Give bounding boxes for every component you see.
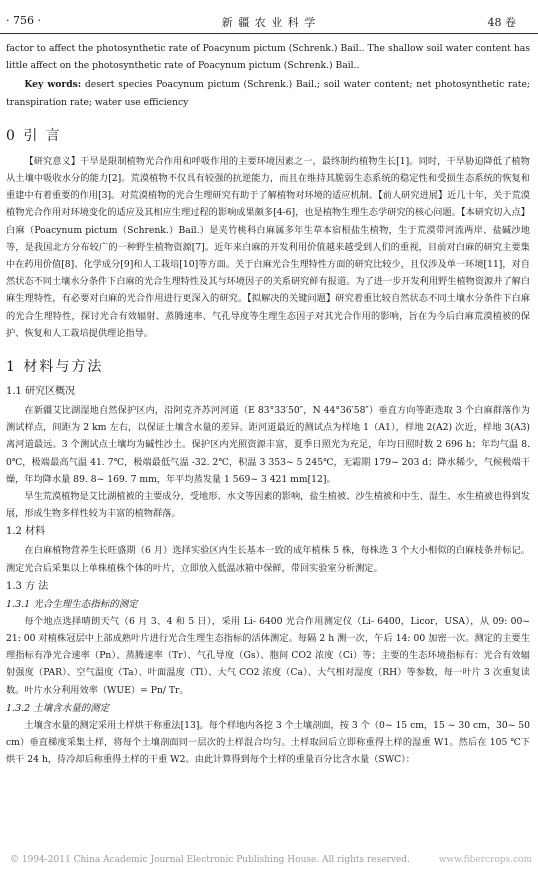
section-1-2-title: 1.2 材料 [6, 526, 46, 538]
section-1-1-title: 1.1 研究区概况 [6, 386, 76, 398]
watermark: www.fibercrops.com [438, 855, 532, 865]
section-1-1-text-2: 旱生荒漠植物是艾比湖植被的主要成分，受地形、水文等因素的影响，盐生植被、沙生植被和中生、湿生、水生植被也得到发展，形成生物多样性较为丰富的植物群落。 [6, 491, 530, 520]
keywords-label: Key words: [24, 79, 82, 91]
section-1-1-text: 在新疆艾比湖湿地自然保护区内，沿阿克齐苏河河道（E 83°33′50″，N 44°36′58″）垂直方向等距选取 3 个白麻群落作为测试样点，间距为 2 km 左右，以保证土壤含水量的差异。距河道最近的测试点为样地 1（A1），样地 2(A2) 次近，样地 3(A3) 离河道最远。3 个测试点土壤均为碱性沙土。保护区内光照资源丰富，夏季日照光为充足，年均日照时数 2 696 h；年均气温 8. 0℃，极端最高气温 41. 7℃，极端最低气温 -32. 2℃，积温 3 353~ 5 245℃，无霜期 179~ 203 d；降水稀少，气候极端干燥，年均降水量 89. 8~ 169. 7 mm，年平均蒸发量 1 569~ 3 421 mm[12]。 [6, 405, 530, 485]
section-0-title: 0 引 言 [6, 127, 62, 144]
section-1-2-text: 在白麻植物营养生长旺盛期（6 月）选择实验区内生长基本一致的成年植株 5 株，每株选 3 个大小相似的白麻枝条并标记。测定光合后采集以上单株植株个体的叶片，立即放入低温冰箱中保鲜，带回实验室分析测定。 [6, 545, 530, 574]
keywords-text: desert species Poacynum pictum (Schrenk.) Bail.; soil water content; net photosynthetic rate; transpiration rate; water use efficiency [6, 79, 531, 108]
copyright-footer: © 1994-2011 China Academic Journal Electronic Publishing House. All rights reserved. [10, 855, 410, 865]
section-1-3-1-title: 1.3.1 光合生理生态指标的测定 [6, 598, 138, 610]
journal-title: 新 疆 农 业 科 学 [221, 16, 317, 29]
section-1-3-2-title: 1.3.2 土壤含水量的测定 [6, 702, 110, 714]
section-1-title: 1 材料与方法 [6, 359, 104, 376]
section-1-3-title: 1.3 方 法 [6, 580, 49, 592]
header-rule [0, 33, 538, 34]
running-header [0, 14, 538, 32]
volume-label: 48 卷 [487, 16, 516, 29]
body-text [6, 40, 530, 769]
section-1-3-1-text: 每个地点选择晴朗天气（6 月 3、4 和 5 日），采用 Li- 6400 光合作用测定仪（Li- 6400，Licor，USA），从 09: 00~ 21: 00 对植株冠层中上部成熟叶片进行光合生理生态指标的活体测定。每隔 2 h 测一次，午后 14: 00 加密一次。测定的主要生理指标有净光合速率（Pn）、蒸腾速率（Tr）、气孔导度（Gs）、胞间 CO2 浓度（Ci）等；主要的生态环境指标有：光合有效辐射强度（PAR）、空气温度（Ta）、叶面温度（Tl）、大气 CO2 浓度（Ca）、大气相对湿度（RH）等参数，每一叶片 3 次重复读数。叶片水分利用效率（WUE）= Pn/ Tr。 [6, 615, 530, 696]
keywords [6, 76, 530, 110]
intro-paragraph: 【研究意义】干旱是限制植物光合作用和呼吸作用的主要环境因素之一，最终制约植物生长[1]。同时，干旱胁迫降低了植物从土壤中吸收水分的能力[2]。荒漠植物不仅具有较强的抗逆能力，而且在维持其脆弱生态系统的稳定性和受损生态系统的恢复和重建中有着重要的作用[3]。对荒漠植物的光合生理研究有助于了解植物对环境的适应机制。【前人研究进展】近几十年，关于荒漠植物光合作用对环境变化的适应及其相应生理过程的影响成果颇多[4-6]，也是植物生理生态学研究的核心问题。【本研究切入点】白麻（Poacynum pictum（Schrenk.）Bail.）是夹竹桃科白麻属多年生草本宿根盐生植物，生于荒漠带河流两岸、盐碱沙地等，是我国北方分布较广的一种野生植物资源[7]。近年来白麻的开发利用价值越来越受到人们的重视，目前对白麻的研究主要集中在药用价值[8]、化学成分[9]和人工栽培[10]等方面。关于白麻光合生理特性方面的研究比较少，且仅涉及单一环境[11]，对自然状态不同土壤水分条件下白麻的光合生理特性及其与环境因子的关系研究鲜有报道。为了进一步开发利用野生植物资源并了解白麻生理特性，有必要对白麻的光合作用进行更深入的研究。【拟解决的关键问题】研究着重比较自然状态不同土壤水分条件下白麻的光合生理特性，探讨光合有效辐射、蒸腾速率、气孔导度等生理生态因子对其光合作用的影响，旨在为今后白麻荒漠植被的保护、恢复和人工栽培提供理论指导。 [6, 155, 530, 339]
section-1-3-2-text: 土壤含水量的测定采用土样烘干称重法[13]。每个样地内各挖 3 个土壤剖面，按 3 个（0~ 15 cm，15 ~ 30 cm，30~ 50 cm）垂直梯度采集土样，将每个土壤剖面同一层次的土样混合均匀。土样取回后立即称重得土样的湿重 W1。然后在 105 ℃下烘干 24 h，待冷却后称重得土样的干重 W2。由此计算得到每个土样的重量百分比含水量（SWC）： [6, 719, 531, 766]
abstract-tail: factor to affect the photosynthetic rate of Poacynum pictum (Schrenk.) Bail.. The shallow soil water content has little affect on the photosynthetic rate of Poacynum pictum (Schrenk.) Bail.. [6, 43, 530, 72]
page-number: · 756 · [6, 14, 41, 27]
